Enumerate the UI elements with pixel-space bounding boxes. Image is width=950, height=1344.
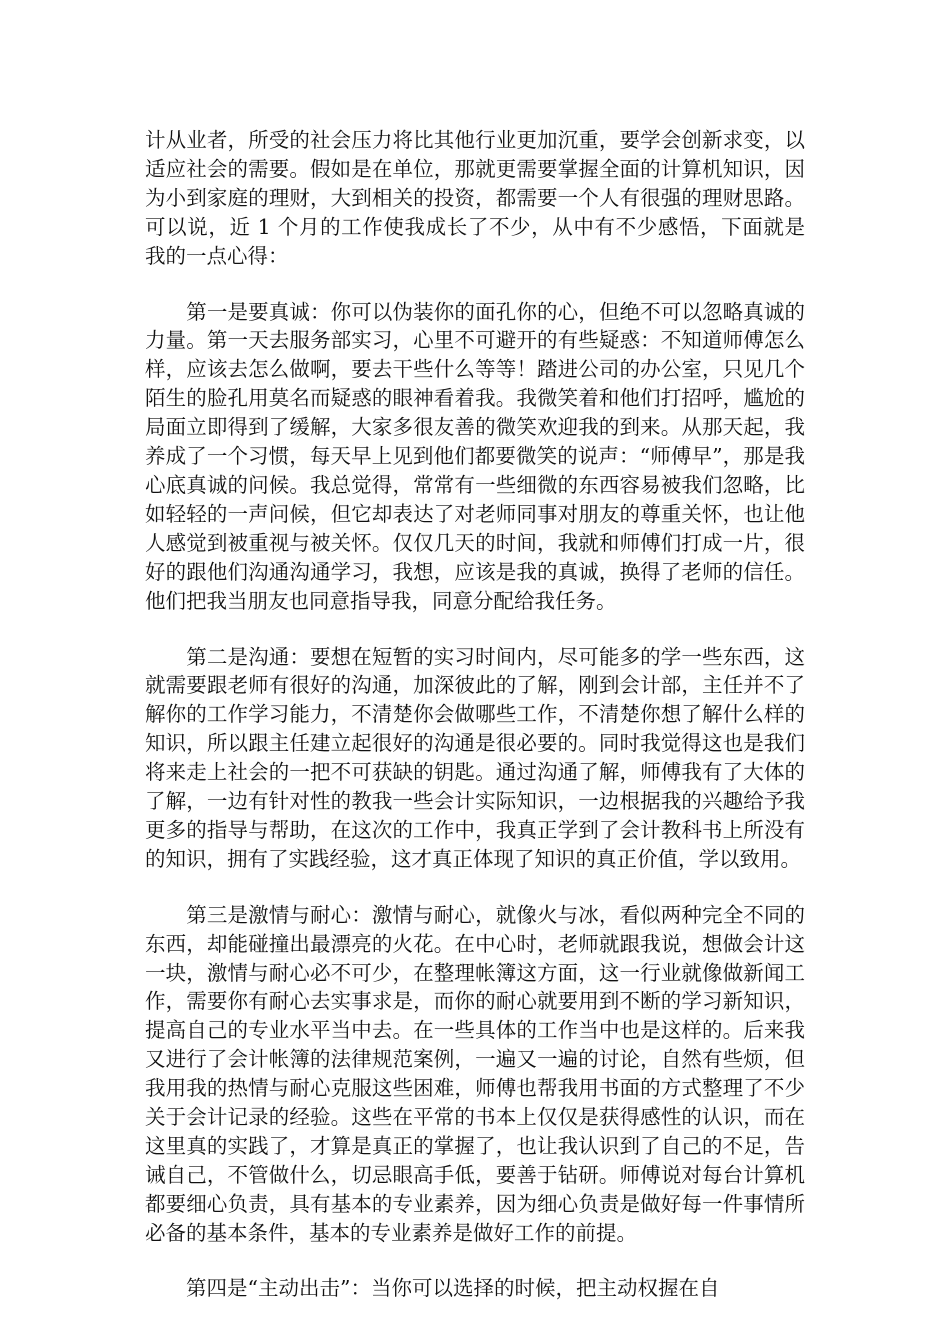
- document-body: [145, 126, 805, 1303]
- paragraph-intro: 计从业者，所受的社会压力将比其他行业更加沉重，要学会创新求变，以适应社会的需要。假如是在单位，那就更需要掌握全面的计算机知识，因为小到家庭的理财，大到相关的投资，都需要一个人有很强的理财思路。可以说，近 1 个月的工作使我成长了不少，从中有不少感悟，下面就是我的一点心得：: [145, 128, 805, 268]
- paragraph-spacer: [145, 1248, 805, 1274]
- paragraph-spacer: [145, 271, 805, 298]
- paragraph-spacer: [145, 874, 805, 901]
- paragraph-initiative: 第四是“主动出击”：当你可以选择的时候，把主动权握在自: [145, 1275, 720, 1300]
- paragraph-passion-patience: 第三是激情与耐心：激情与耐心，就像火与冰，看似两种完全不同的东西，却能碰撞出最漂亮的火花。在中心时，老师就跟我说，想做会计这一块，激情与耐心必不可少，在整理帐簿这方面，这一行业就像做新闻工作，需要你有耐心去实事求是，而你的耐心就要用到不断的学习新知识，提高自己的专业水平当中去。在一些具体的工作当中也是这样的。后来我又进行了会计帐簿的法律规范案例，一遍又一遍的讨论，自然有些烦，但我用我的热情与耐心克服这些困难，师傅也帮我用书面的方式整理了不少关于会计记录的经验。这些在平常的书本上仅仅是获得感性的认识，而在这里真的实践了，才算是真正的掌握了，也让我认识到了自己的不足，告诫自己，不管做什么，切忌眼高手低，要善于钻研。师傅说对每台计算机都要细心负责，具有基本的专业素养，因为细心负责是做好每一件事情所必备的基本条件，基本的专业素养是做好工作的前提。: [145, 902, 805, 1245]
- paragraph-sincerity: 第一是要真诚：你可以伪装你的面孔你的心，但绝不可以忽略真诚的力量。第一天去服务部实习，心里不可避开的有些疑惑：不知道师傅怎么样，应该去怎么做啊，要去干些什么等等！踏进公司的办公室，只见几个陌生的脸孔用莫名而疑惑的眼神看着我。我微笑着和他们打招呼，尴尬的局面立即得到了缓解，大家多很友善的微笑欢迎我的到来。从那天起，我养成了一个习惯，每天早上见到他们都要微笑的说声：“师傅早”，那是我心底真诚的问候。我总觉得，常常有一些细微的东西容易被我们忽略，比如轻轻的一声问候，但它却表达了对老师同事对朋友的尊重关怀，也让他人感觉到被重视与被关怀。仅仅几天的时间，我就和师傅们打成一片，很好的跟他们沟通沟通学习，我想，应该是我的真诚，换得了老师的信任。他们把我当朋友也同意指导我，同意分配给我任务。: [145, 299, 805, 613]
- paragraph-communication: 第二是沟通：要想在短暂的实习时间内，尽可能多的学一些东西，这就需要跟老师有很好的沟通，加深彼此的了解，刚到会计部，主任并不了解你的工作学习能力，不清楚你会做哪些工作，不清楚你想了解什么样的知识，所以跟主任建立起很好的沟通是很必要的。同时我觉得这也是我们将来走上社会的一把不可获缺的钥匙。通过沟通了解，师傅我有了大体的了解，一边有针对性的教我一些会计实际知识，一边根据我的兴趣给予我更多的指导与帮助，在这次的工作中，我真正学到了会计教科书上所没有的知识，拥有了实践经验，这才真正体现了知识的真正价值，学以致用。: [145, 644, 805, 871]
- paragraph-spacer: [145, 616, 805, 643]
